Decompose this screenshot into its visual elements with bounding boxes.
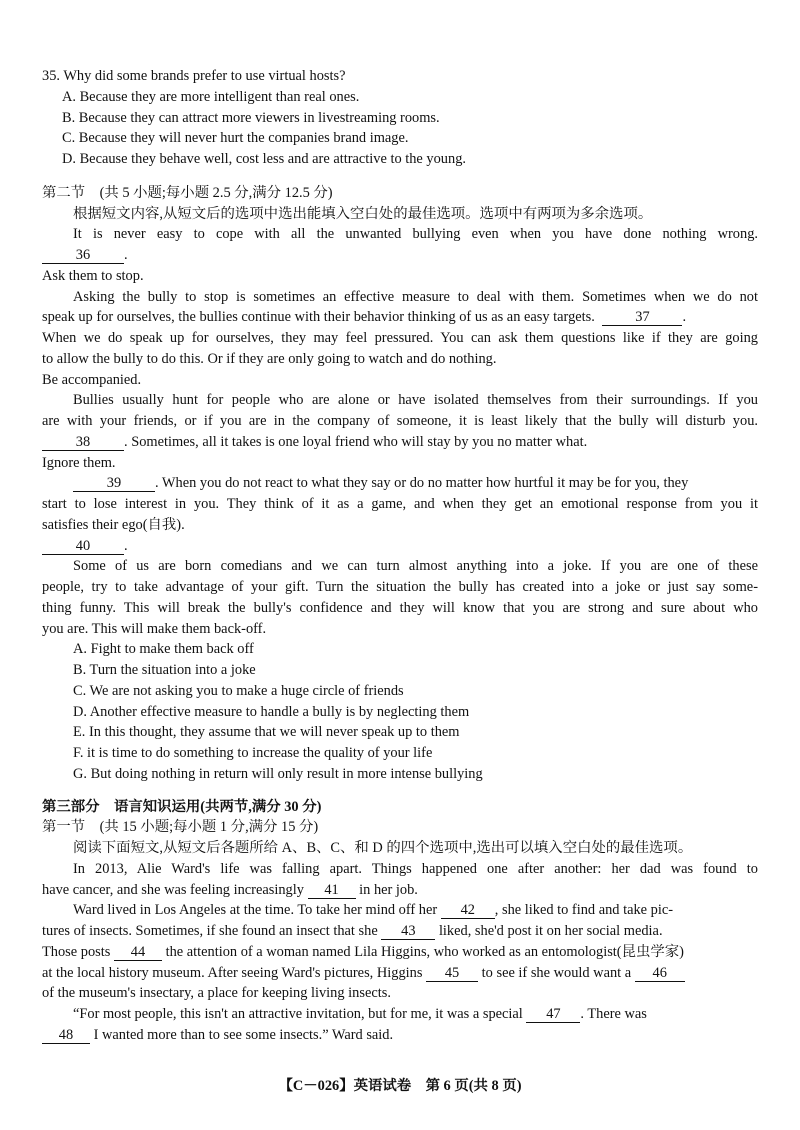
passage-line: have cancer, and she was feeling increasingly 41 in her job. (42, 881, 418, 898)
passage-line: 39 . When you do not react to what they say or do no matter how hurtful it may be for you, they (42, 473, 758, 494)
option-b: B. Turn the situation into a joke (73, 662, 256, 678)
passage-line: speak up for ourselves, the bullies continue with their behavior thinking of us as an easy targets. 37 . (42, 309, 687, 326)
page-footer: 【C－026】英语试卷 第 6 页(共 8 页) (278, 1078, 522, 1094)
option-c: C. Because they will never hurt the companies brand image. (62, 130, 409, 147)
section-header: 第一节 (共 15 小题;每小题 1 分,满分 15 分) (42, 819, 319, 836)
option-a: A. Fight to make them back off (73, 641, 254, 658)
passage-line: start to lose interest in you. They think of it as a game, and when they get an emotional response from you it (42, 496, 758, 512)
part-header: 第三部分 语言知识运用(共两节,满分 30 分) (42, 798, 322, 815)
passage-line: Asking the bully to stop is sometimes an effective measure to deal with them. Sometimes when we do not (73, 288, 758, 305)
passage-line: of the museum's insectary, a place for keeping living insects. (42, 985, 391, 1002)
blank-38[interactable]: 38 (42, 435, 124, 451)
blank-36[interactable]: 36 (42, 248, 124, 264)
question-stem: 35. Why did some brands prefer to use virtual hosts? (42, 68, 346, 84)
option-a: A. Because they are more intelligent than real ones. (62, 88, 360, 105)
passage-line: 48 I wanted more than to see some insects.” Ward said. (42, 1025, 758, 1046)
passage-line: Bullies usually hunt for people who are alone or have isolated themselves from their surroundings. If you (73, 392, 758, 409)
question-35 (42, 66, 758, 170)
passage-line: thing funny. This will break the bully's confidence and they will know that you are strong and sure about who (42, 599, 758, 616)
passage-line: at the local history museum. After seeing Ward's pictures, Higgins 45 to see if she would want a 46 (42, 963, 758, 984)
option-e: E. In this thought, they assume that we will never speak up to them (73, 724, 460, 741)
section-2 (42, 183, 758, 785)
blank-42[interactable]: 42 (441, 903, 495, 919)
option-c: C. We are not asking you to make a huge circle of friends (73, 682, 404, 699)
section-instruction: 根据短文内容,从短文后的选项中选出能填入空白处的最佳选项。选项中有两项为多余选项。 (73, 205, 653, 222)
blank-46[interactable]: 46 (635, 966, 685, 982)
section-header: 第二节 (共 5 小题;每小题 2.5 分,满分 12.5 分) (42, 184, 333, 201)
option-d: D. Because they behave well, cost less and are attractive to the young. (62, 151, 466, 167)
exam-page (42, 66, 758, 1046)
option-d: D. Another effective measure to handle a bully is by neglecting them (73, 703, 470, 720)
blank-47[interactable]: 47 (526, 1007, 580, 1023)
passage-line: When we do speak up for ourselves, they may feel pressured. You can ask them questions like if they are going (42, 330, 758, 346)
blank-44[interactable]: 44 (114, 945, 162, 961)
passage-line: satisfies their ego(自我). (42, 516, 185, 533)
passage-line: people, try to take advantage of your gift. Turn the situation the bully has created into a joke or just say some- (42, 579, 758, 595)
passage-line: 36 . (42, 245, 758, 266)
option-g: G. But doing nothing in return will only result in more intense bullying (73, 765, 483, 782)
passage-line: Some of us are born comedians and we can turn almost anything into a joke. If you are one of these (73, 558, 758, 575)
option-f: F. it is time to do something to increase the quality of your life (73, 745, 433, 761)
passage-line: you are. This will make them back-off. (42, 620, 267, 637)
blank-41[interactable]: 41 (308, 883, 356, 899)
blank-45[interactable]: 45 (426, 966, 478, 982)
blank-37[interactable]: 37 (602, 310, 682, 326)
passage-line: Ward lived in Los Angeles at the time. To take her mind off her 42 , she liked to find and take pic- (73, 902, 674, 919)
passage-line: 40 . (42, 536, 758, 557)
passage-line: It is never easy to cope with all the unwanted bullying even when you have done nothing wrong. (73, 226, 758, 243)
passage-line: 38 . Sometimes, all it takes is one loyal friend who will stay by you no matter what. (42, 432, 758, 453)
blank-48[interactable]: 48 (42, 1028, 90, 1044)
subheading: Ask them to stop. (42, 267, 144, 284)
passage-line: to allow the bully to do this. Or if they are only going to watch and do nothing. (42, 350, 497, 367)
option-b: B. Because they can attract more viewers in livestreaming rooms. (62, 109, 440, 126)
subheading: Be accompanied. (42, 371, 142, 388)
passage-line: In 2013, Alie Ward's life was falling apart. Things happened one after another: her dad was found to (73, 860, 758, 877)
subheading: Ignore them. (42, 454, 116, 471)
blank-40[interactable]: 40 (42, 539, 124, 555)
passage-line: tures of insects. Sometimes, if she found an insect that she 43 liked, she'd post it on her social media. (42, 923, 663, 939)
blank-39[interactable]: 39 (73, 476, 155, 492)
passage-line: are with your friends, or if you are in the company of someone, it is least likely that the bully will disturb you. (42, 413, 758, 429)
passage-line: Those posts 44 the attention of a woman named Lila Higgins, who worked as an entomologist(昆虫学家) (42, 943, 684, 960)
part-3 (42, 797, 758, 1046)
blank-43[interactable]: 43 (381, 924, 435, 940)
passage-line: “For most people, this isn't an attractive invitation, but for me, it was a special 47 . There was (73, 1006, 647, 1022)
section-instruction: 阅读下面短文,从短文后各题所给 A、B、C、和 D 的四个选项中,选出可以填入空白处的最佳选项。 (73, 840, 693, 856)
